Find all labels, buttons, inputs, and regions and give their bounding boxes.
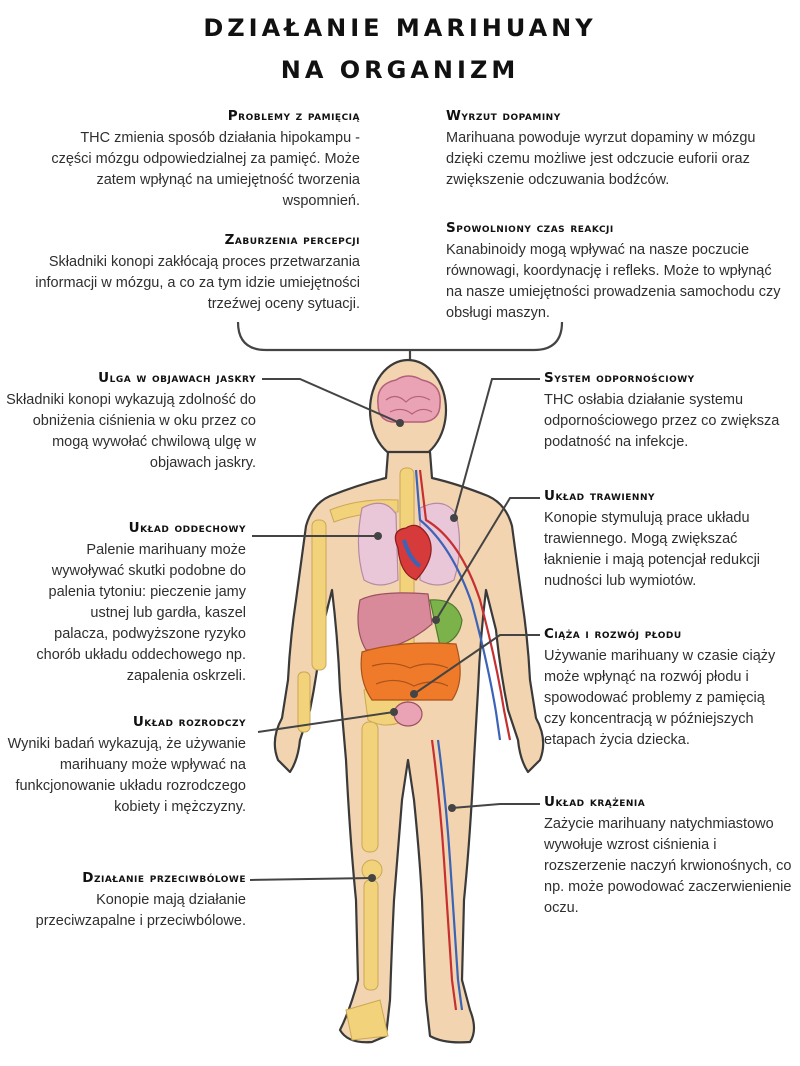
section-immune-heading: System odpornościowy: [544, 370, 695, 386]
section-pain-heading: Działanie przeciwbólowe: [82, 870, 246, 886]
section-reproductive-text: Wyniki badań wykazują, że używanie marihuany może wpływać na funkcjonowanie układu rozrodczego kobiety i mężczyzny.: [7, 736, 246, 815]
section-memory-heading: Problemy z pamięcią: [227, 108, 360, 124]
section-respiratory: [36, 520, 246, 687]
section-glaucoma-heading: Ulga w objawach jaskry: [98, 370, 256, 386]
section-memory: [40, 108, 360, 212]
section-pregnancy: [544, 626, 790, 751]
section-pregnancy-heading: Ciąża i rozwój płodu: [544, 626, 682, 642]
section-pain: [6, 870, 246, 932]
section-memory-text: THC zmienia sposób działania hipokampu - części mózgu odpowiedzialnej za pamięć. Może zatem wpłynąć na umiejętność tworzenia wspomnień.: [51, 130, 360, 209]
title-line-2: NA ORGANIZM: [280, 56, 520, 84]
section-pregnancy-text: Używanie marihuany w czasie ciąży może wpłynąć na rozwój płodu i spowodować problemy z pamięcią czy koncentracją w późniejszych etapach życia dziecka.: [544, 648, 776, 748]
section-immune: [544, 370, 780, 453]
section-dopamine: [446, 108, 766, 191]
top-bracket: [238, 322, 562, 350]
section-digestive-text: Konopie stymulują prace układu trawiennego. Mogą zwiększać łaknienie i mają potencjał redukcji nudności lub wymiotów.: [544, 510, 761, 589]
section-reaction: [446, 220, 786, 324]
section-digestive: [544, 488, 790, 592]
section-immune-text: THC osłabia działanie systemu odpornościowego przez co zwiększa podatność na infekcje.: [544, 392, 780, 450]
section-dopamine-text: Marihuana powoduje wyrzut dopaminy w mózgu dzięki czemu możliwe jest odczucie euforii oraz zwiększenie odczuwania bodźców.: [446, 130, 756, 188]
title-line-1: DZIAŁANIE MARIHUANY: [203, 14, 597, 42]
bladder: [394, 702, 422, 726]
section-respiratory-heading: Układ oddechowy: [128, 520, 246, 536]
section-glaucoma: [6, 370, 256, 474]
section-pain-text: Konopie mają działanie przeciwzapalne i przeciwbólowe.: [35, 892, 246, 929]
section-perception-heading: Zaburzenia percepcji: [224, 232, 360, 248]
section-perception-text: Składniki konopi zakłócają proces przetwarzania informacji w mózgu, a co za tym idzie umiejętności trzeźwej oceny sytuacji.: [35, 254, 360, 312]
section-digestive-heading: Układ trawienny: [544, 488, 655, 504]
section-respiratory-text: Palenie marihuany może wywoływać skutki podobne do palenia tytoniu: pieczenie jamy ustnej lub gardła, kaszel palacza, podwyższone ryzyko chorób układu oddechowego np. zapalenia oskrzeli.: [36, 542, 246, 684]
section-reproductive-heading: Układ rozrodczy: [132, 714, 246, 730]
section-circulatory: [544, 794, 794, 919]
section-glaucoma-text: Składniki konopi wykazują zdolność do obniżenia ciśnienia w oku przez co mogą wywołać chwilową ulgę w objawach jaskry.: [6, 392, 256, 471]
section-reaction-heading: Spowolniony czas reakcji: [446, 220, 614, 236]
section-dopamine-heading: Wyrzut dopaminy: [446, 108, 561, 124]
section-perception: [20, 232, 360, 315]
section-circulatory-heading: Układ krążenia: [544, 794, 646, 810]
section-reaction-text: Kanabinoidy mogą wpływać na nasze poczucie równowagi, koordynację i refleks. Może to wpłynąć na nasze umiejętności prowadzenia samochodu czy obsługi maszyn.: [446, 242, 781, 321]
section-reproductive: [6, 714, 246, 818]
section-circulatory-text: Zażycie marihuany natychmiastowo wywołuje wzrost ciśnienia i rozszerzenie naczyń krwionośnych, co np. może powodować zaczerwienienie oczu.: [544, 816, 792, 916]
